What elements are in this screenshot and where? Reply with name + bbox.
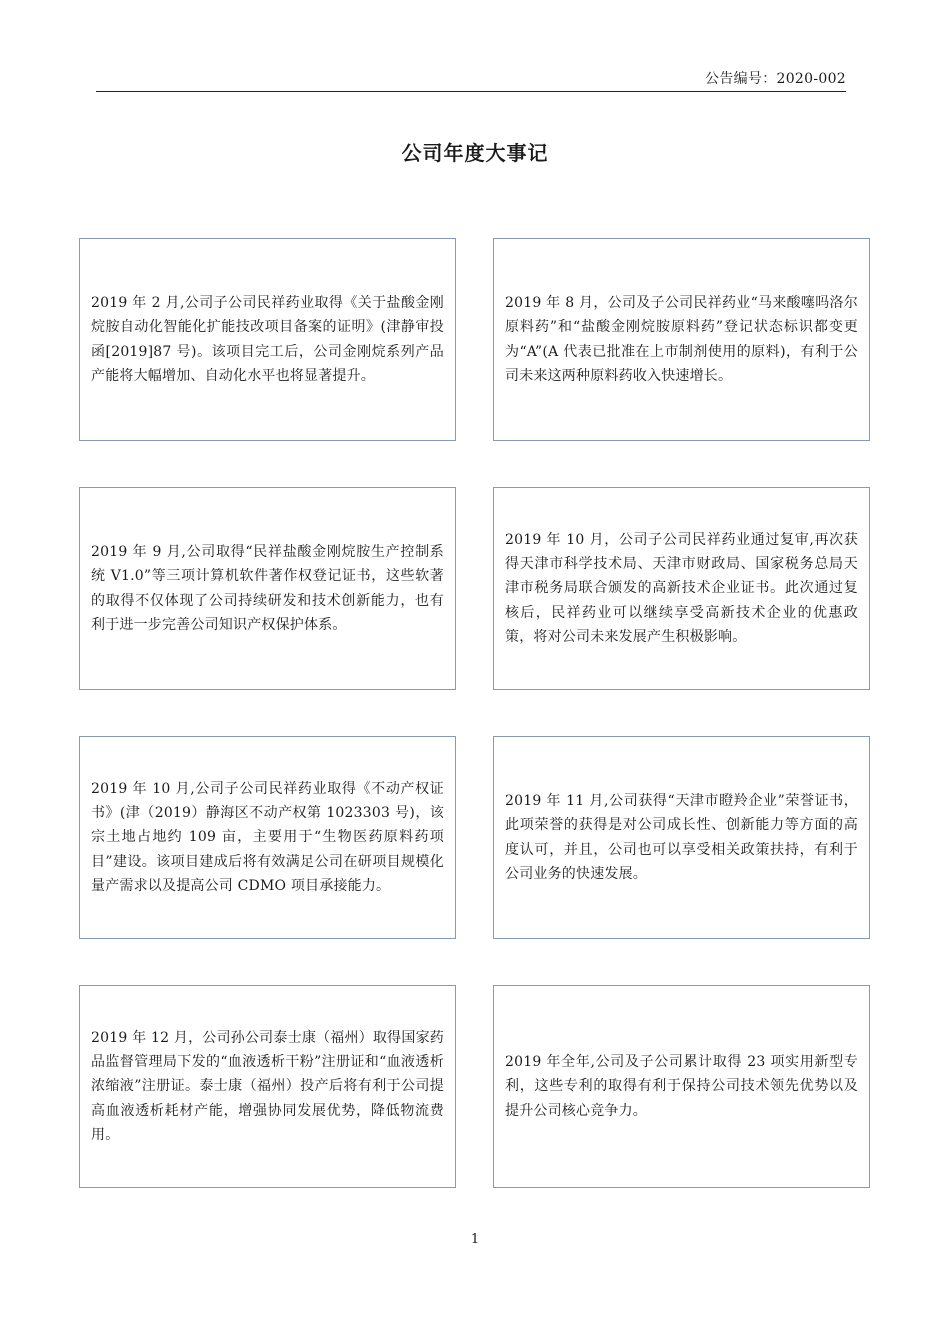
event-text-8: 2019 年全年,公司及子公司累计取得 23 项实用新型专利，这些专利的取得有利于保持公司技术领先优势以及提升公司核心竞争力。	[505, 1054, 858, 1119]
event-box-4	[493, 487, 870, 690]
header-divider	[96, 91, 846, 92]
event-text-6: 2019 年 11 月,公司获得“天津市瞪羚企业”荣誉证书，此项荣誉的获得是对公司成长性、创新能力等方面的高度认可，并且，公司也可以享受相关政策扶持，有利于公司业务的快速发展。	[505, 792, 858, 882]
event-box-5	[79, 736, 456, 939]
event-text-4: 2019 年 10 月，公司子公司民祥药业通过复审,再次获得天津市科学技术局、天津市财政局、国家税务总局天津市税务局联合颁发的高新技术企业证书。此次通过复核后，民祥药业可以继续享受高新技术企业的优惠政策，将对公司未来发展产生积极影响。	[505, 531, 858, 645]
event-text-3: 2019 年 9 月,公司取得“民祥盐酸金刚烷胺生产控制系统 V1.0”等三项计算机软件著作权登记证书，这些软著的取得不仅体现了公司持续研发和技术创新能力，也有利于进一步完善公司知识产权保护体系。	[91, 543, 444, 633]
event-box-7	[79, 985, 456, 1188]
event-box-6	[493, 736, 870, 939]
event-box-3	[79, 487, 456, 690]
event-text-7: 2019 年 12 月，公司孙公司泰士康（福州）取得国家药品监督管理局下发的“血液透析干粉”注册证和“血液透析浓缩液”注册证。泰士康（福州）投产后将有利于公司提高血液透析耗材产能，增强协同发展优势，降低物流费用。	[91, 1029, 444, 1143]
event-box-8	[493, 985, 870, 1188]
page-title: 公司年度大事记	[401, 141, 549, 165]
event-text-5: 2019 年 10 月,公司子公司民祥药业取得《不动产权证书》(津（2019）静海区不动产权第 1023303 号)，该宗土地占地约 109 亩，主要用于“生物医药原料药项目”建设。该项目建成后将有效满足公司在研项目规模化量产需求以及提高公司 CDMO 项目承接能力。	[91, 780, 444, 894]
event-box-1	[79, 238, 456, 441]
event-box-2	[493, 238, 870, 441]
event-text-2: 2019 年 8 月，公司及子公司民祥药业“马来酸噻吗洛尔原料药”和“盐酸金刚烷胺原料药”登记状态标识都变更为“A”(A 代表已批准在上市制剂使用的原料)，有利于公司未来这两种原料药收入快速增长。	[505, 294, 858, 384]
announcement-code: 公告编号：2020-002	[705, 71, 846, 87]
event-text-1: 2019 年 2 月,公司子公司民祥药业取得《关于盐酸金刚烷胺自动化智能化扩能技改项目备案的证明》(津静审投函[2019]87 号)。该项目完工后，公司金刚烷系列产品产能将大幅增加、自动化水平也将显著提升。	[91, 294, 444, 384]
page-number: 1	[470, 1232, 480, 1247]
